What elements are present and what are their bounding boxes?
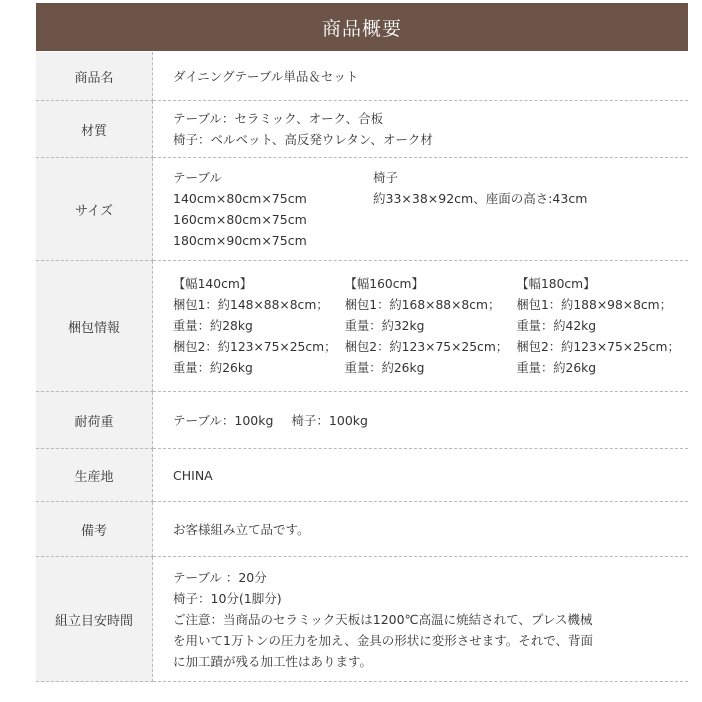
packing-box2: 梱包2：約123×75×25cm； (516, 339, 680, 354)
material-table: テーブル：セラミック、オーク、合板 (173, 111, 384, 126)
spec-value (153, 101, 689, 158)
load-value (173, 410, 688, 431)
packing-weight2: 重量：約26kg (516, 360, 597, 375)
spec-label: 梱包情報 (36, 261, 153, 392)
spec-row-packing (36, 261, 688, 392)
spec-row-material (36, 101, 688, 158)
size-chair-value: 約33×38×92cm、座面の高さ:43cm (373, 191, 588, 206)
packing-box1: 梱包1：約168×88×8cm； (344, 297, 501, 312)
spec-value (153, 52, 689, 101)
spec-value (153, 557, 689, 682)
assembly-table: テーブル ：20分 (173, 569, 267, 585)
spec-value (153, 261, 689, 392)
spec-label: 組立目安時間 (36, 557, 153, 682)
product-name-value: ダイニングテーブル単品＆セット (173, 68, 359, 84)
size-chair-column (373, 167, 587, 251)
size-chair-heading: 椅子 (373, 170, 399, 185)
packing-weight1: 重量：約28kg (173, 318, 253, 333)
section-header (36, 3, 688, 51)
packing-width-heading: 【幅160cm】 (344, 276, 424, 291)
spec-row-load (36, 392, 688, 449)
spec-label: 耐荷重 (36, 392, 153, 449)
spec-label: 生産地 (36, 449, 153, 502)
packing-box2: 梱包2：約123×75×25cm； (344, 339, 509, 354)
spec-row-size (36, 158, 688, 261)
size-table-160: 160cm×80cm×75cm (173, 212, 307, 227)
spec-row-note (36, 502, 688, 557)
size-table-180: 180cm×90cm×75cm (173, 233, 307, 248)
spec-row-assembly-time (36, 557, 688, 682)
load-chair: 椅子：100kg (291, 412, 368, 428)
packing-column-160 (345, 274, 517, 379)
spec-row-origin (36, 449, 688, 502)
spec-value (153, 502, 689, 557)
origin-value: CHINA (173, 467, 213, 483)
packing-box1: 梱包1：約148×88×8cm； (173, 297, 329, 312)
packing-box2: 梱包2：約123×75×25cm； (173, 339, 337, 354)
packing-weight1: 重量：約32kg (344, 318, 425, 333)
packing-box1: 梱包1：約188×98×8cm； (516, 297, 672, 312)
assembly-chair: 椅子：10分(1脚分) (173, 590, 282, 606)
spec-label: サイズ (36, 158, 153, 261)
spec-label: 備考 (36, 502, 153, 557)
spec-value (153, 158, 689, 261)
spec-row-product-name (36, 52, 688, 101)
note-value: お客様組み立て品です。 (173, 521, 310, 537)
spec-label: 材質 (36, 101, 153, 158)
packing-column-180 (516, 274, 688, 379)
section-title: 商品概要 (321, 17, 402, 40)
packing-weight1: 重量：約42kg (516, 318, 597, 333)
packing-weight2: 重量：約26kg (344, 360, 425, 375)
spec-value (153, 392, 689, 449)
product-spec-table (36, 52, 688, 682)
assembly-caution-line1: ご注意：当商品のセラミック天板は1200℃高温に焼結されて、プレス機械 (173, 611, 593, 627)
packing-width-heading: 【幅140cm】 (173, 276, 253, 291)
packing-weight2: 重量：約26kg (173, 360, 253, 375)
assembly-caution-line3: に加工蹟が残る加工性はあります。 (173, 653, 373, 669)
spec-label: 商品名 (36, 52, 153, 101)
material-chair: 椅子：ベルベット、高反発ウレタン、オーク材 (173, 132, 433, 147)
spec-value (153, 449, 689, 502)
size-table-140: 140cm×80cm×75cm (173, 191, 307, 206)
packing-column-140 (173, 274, 345, 379)
size-table-column (173, 167, 373, 251)
assembly-caution-line2: を用いて1万トンの圧力を加え、金具の形状に変形させます。それで、背面 (173, 632, 593, 648)
packing-width-heading: 【幅180cm】 (516, 276, 596, 291)
size-table-heading: テーブル (173, 170, 222, 185)
load-table: テーブル：100kg (173, 412, 274, 428)
